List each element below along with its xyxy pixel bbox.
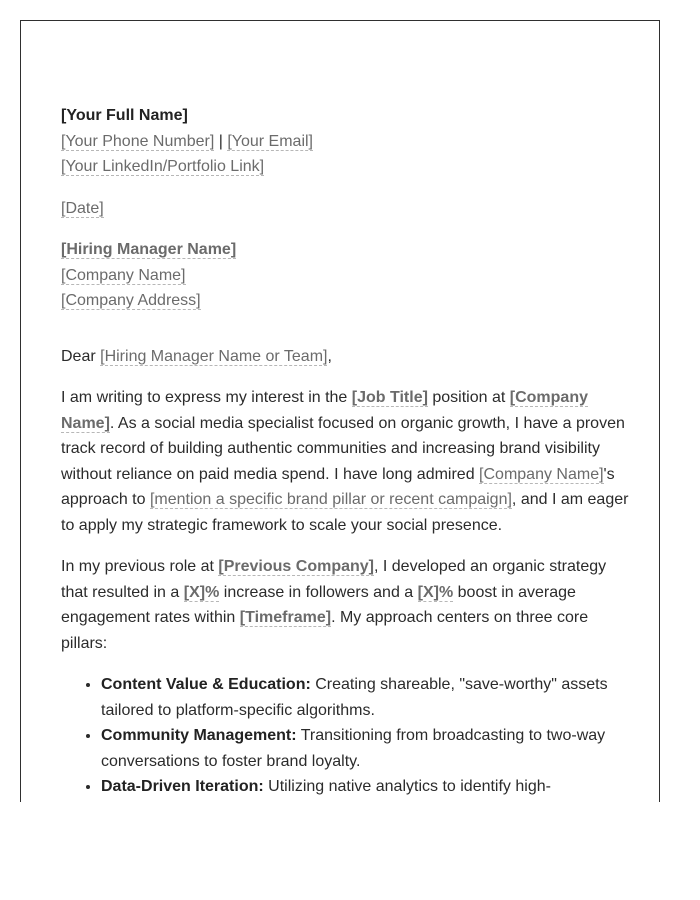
paragraph-intro: [61, 385, 631, 538]
pillar-title: Data-Driven Iteration:: [101, 778, 264, 795]
list-item: [101, 774, 631, 800]
sender-block: [61, 103, 631, 180]
cover-letter-body: [61, 103, 631, 800]
company-name-placeholder-inline: [Company Name]: [479, 465, 604, 483]
experience-text-2: , I developed an organic strategy that resulted in a: [61, 558, 607, 601]
pillar-text: Transitioning from broadcasting to two-way conversations to foster brand loyalty.: [101, 727, 606, 770]
intro-text-1: I am writing to express my interest in the: [61, 389, 352, 406]
company-name-placeholder-bold: [Company Name]: [61, 389, 588, 432]
list-item: [101, 672, 631, 723]
pillar-text: Creating shareable, "save-worthy" assets tailored to platform-specific algorithms.: [101, 676, 608, 719]
experience-text-4: boost in average engagement rates within: [61, 583, 576, 626]
experience-text-3: increase in followers and a: [219, 583, 418, 601]
paragraph-experience: [61, 554, 631, 656]
engagement-percent-placeholder: [X]%: [417, 583, 454, 601]
pillar-text: Utilizing native analytics to identify high-: [263, 778, 551, 795]
list-item: [101, 723, 631, 774]
previous-company-placeholder: [Previous Company]: [218, 558, 374, 575]
phone-placeholder: [Your Phone Number]: [61, 132, 215, 150]
salutation-name: [Hiring Manager Name or Team]: [100, 347, 328, 365]
recipient-block: [61, 237, 631, 314]
intro-text-4: 's approach to: [61, 465, 615, 508]
job-title-placeholder: [Job Title]: [351, 389, 428, 406]
brand-pillar-placeholder: [mention a specific brand pillar or recent campaign]: [149, 491, 512, 508]
salutation-prefix: Dear: [61, 347, 101, 365]
followers-percent-placeholder: [X]%: [183, 583, 220, 601]
email-placeholder: [Your Email]: [227, 132, 313, 150]
intro-text-3: . As a social media specialist focused on organic growth, I have a proven track record of building authentic communities and increasing brand visibility without reliance on paid media spend. I have long admired: [61, 414, 625, 483]
experience-text-1: In my previous role at: [61, 558, 219, 575]
contact-separator: |: [214, 132, 228, 150]
letter-page: [20, 20, 660, 802]
intro-text-2: position at: [427, 389, 510, 406]
salutation: [61, 344, 631, 370]
hiring-manager-placeholder: [Hiring Manager Name]: [61, 241, 237, 258]
full-name: [Your Full Name]: [61, 107, 188, 124]
date-block: [61, 196, 631, 222]
pillar-title: Content Value & Education:: [101, 676, 311, 693]
company-address-placeholder: [Company Address]: [61, 292, 201, 309]
linkedin-placeholder: [Your LinkedIn/Portfolio Link]: [61, 158, 265, 175]
pillars-list: [61, 672, 631, 800]
company-name-placeholder: [Company Name]: [61, 266, 186, 284]
salutation-suffix: ,: [327, 347, 332, 365]
timeframe-placeholder: [Timeframe]: [239, 609, 332, 626]
experience-text-5: . My approach centers on three core pillars:: [61, 609, 589, 652]
date-placeholder: [Date]: [61, 199, 104, 217]
intro-text-5: , and I am eager to apply my strategic framework to scale your social presence.: [61, 491, 629, 534]
pillar-title: Community Management:: [101, 727, 297, 744]
